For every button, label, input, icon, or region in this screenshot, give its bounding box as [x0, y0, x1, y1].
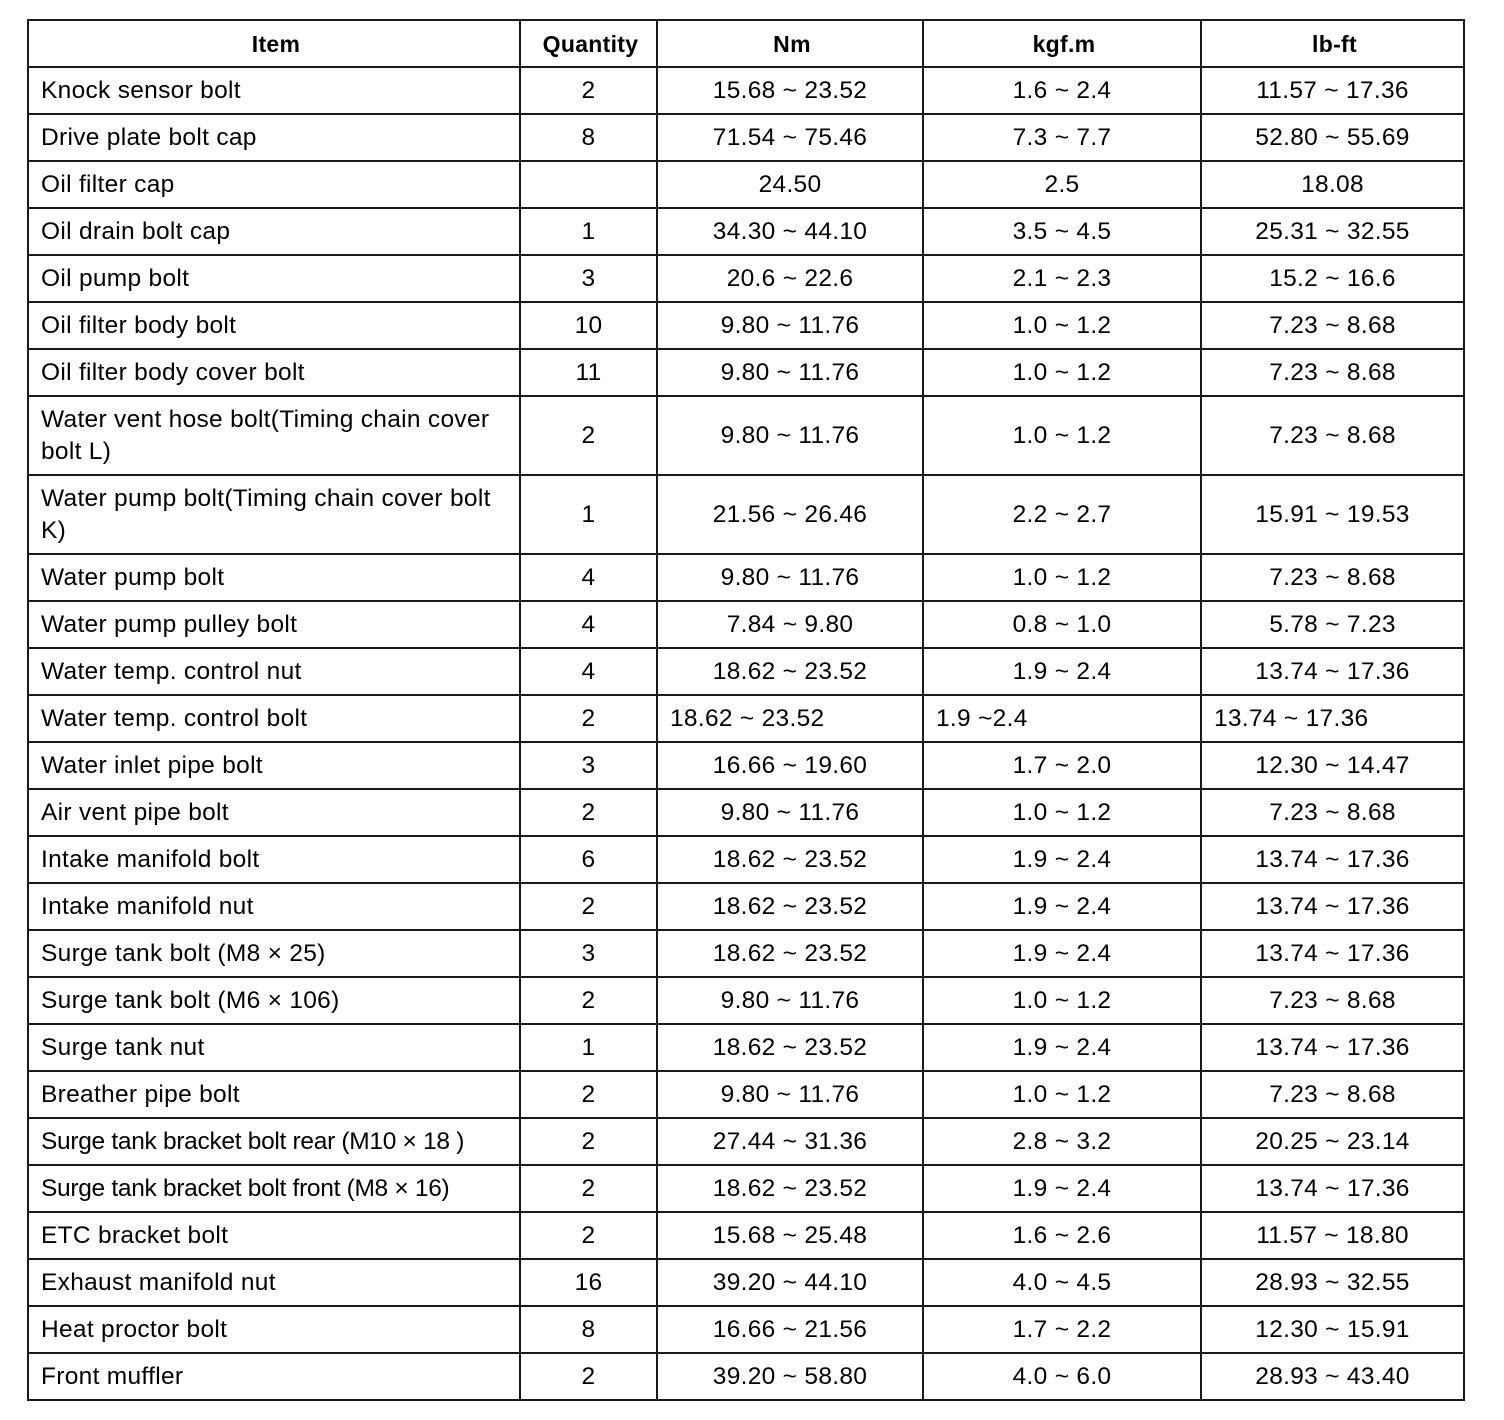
cell-item: Breather pipe bolt [28, 1071, 520, 1118]
table-row [28, 930, 1464, 977]
cell-item: Intake manifold nut [28, 883, 520, 930]
cell-kgfm: 1.9 ~ 2.4 [923, 1165, 1201, 1212]
cell-nm: 18.62 ~ 23.52 [657, 648, 923, 695]
table-row [28, 648, 1464, 695]
cell-lbft: 7.23 ~ 8.68 [1201, 349, 1464, 396]
cell-kgfm: 1.9 ~ 2.4 [923, 648, 1201, 695]
cell-quantity: 2 [520, 883, 657, 930]
cell-quantity: 1 [520, 1024, 657, 1071]
cell-lbft: 13.74 ~ 17.36 [1201, 836, 1464, 883]
cell-quantity: 2 [520, 1212, 657, 1259]
table-row [28, 1306, 1464, 1353]
cell-lbft: 52.80 ~ 55.69 [1201, 114, 1464, 161]
cell-quantity: 8 [520, 114, 657, 161]
cell-lbft: 15.2 ~ 16.6 [1201, 255, 1464, 302]
cell-item: Oil drain bolt cap [28, 208, 520, 255]
cell-kgfm: 3.5 ~ 4.5 [923, 208, 1201, 255]
cell-lbft: 11.57 ~ 18.80 [1201, 1212, 1464, 1259]
cell-item: Knock sensor bolt [28, 67, 520, 114]
cell-quantity: 2 [520, 1071, 657, 1118]
table-row [28, 695, 1464, 742]
table-row [28, 601, 1464, 648]
cell-nm: 39.20 ~ 58.80 [657, 1353, 923, 1400]
cell-item: Exhaust manifold nut [28, 1259, 520, 1306]
table-row [28, 836, 1464, 883]
cell-quantity: 4 [520, 648, 657, 695]
header-row [28, 20, 1464, 67]
cell-kgfm: 1.9 ~ 2.4 [923, 836, 1201, 883]
cell-kgfm: 1.7 ~ 2.2 [923, 1306, 1201, 1353]
cell-quantity: 2 [520, 977, 657, 1024]
cell-quantity: 1 [520, 208, 657, 255]
table-row [28, 475, 1464, 554]
cell-item: ETC bracket bolt [28, 1212, 520, 1259]
cell-kgfm: 1.0 ~ 1.2 [923, 302, 1201, 349]
cell-lbft: 13.74 ~ 17.36 [1201, 648, 1464, 695]
cell-lbft: 13.74 ~ 17.36 [1201, 1024, 1464, 1071]
header-nm: Nm [657, 20, 923, 67]
cell-lbft: 28.93 ~ 32.55 [1201, 1259, 1464, 1306]
cell-item: Surge tank nut [28, 1024, 520, 1071]
cell-quantity: 2 [520, 67, 657, 114]
table-row [28, 883, 1464, 930]
cell-kgfm: 1.0 ~ 1.2 [923, 349, 1201, 396]
cell-kgfm: 1.9 ~2.4 [923, 695, 1201, 742]
cell-lbft: 15.91 ~ 19.53 [1201, 475, 1464, 554]
cell-nm: 15.68 ~ 23.52 [657, 67, 923, 114]
cell-kgfm: 1.6 ~ 2.6 [923, 1212, 1201, 1259]
cell-quantity: 6 [520, 836, 657, 883]
table-row [28, 1024, 1464, 1071]
table-row [28, 1118, 1464, 1165]
table-row [28, 1165, 1464, 1212]
cell-item: Water temp. control nut [28, 648, 520, 695]
cell-lbft: 11.57 ~ 17.36 [1201, 67, 1464, 114]
cell-item: Water vent hose bolt(Timing chain cover bolt L) [28, 396, 520, 475]
cell-kgfm: 1.0 ~ 1.2 [923, 554, 1201, 601]
cell-quantity: 4 [520, 601, 657, 648]
cell-nm: 9.80 ~ 11.76 [657, 977, 923, 1024]
cell-lbft: 7.23 ~ 8.68 [1201, 302, 1464, 349]
cell-lbft: 13.74 ~ 17.36 [1201, 1165, 1464, 1212]
table-row [28, 208, 1464, 255]
cell-quantity: 1 [520, 475, 657, 554]
cell-nm: 16.66 ~ 21.56 [657, 1306, 923, 1353]
cell-kgfm: 1.7 ~ 2.0 [923, 742, 1201, 789]
cell-item: Surge tank bracket bolt front (M8 × 16) [28, 1165, 520, 1212]
cell-nm: 9.80 ~ 11.76 [657, 554, 923, 601]
cell-kgfm: 1.9 ~ 2.4 [923, 883, 1201, 930]
cell-quantity: 4 [520, 554, 657, 601]
cell-nm: 9.80 ~ 11.76 [657, 789, 923, 836]
cell-item: Oil filter cap [28, 161, 520, 208]
cell-nm: 34.30 ~ 44.10 [657, 208, 923, 255]
table-row [28, 67, 1464, 114]
cell-quantity [520, 161, 657, 208]
cell-item: Surge tank bolt (M6 × 106) [28, 977, 520, 1024]
cell-item: Water pump bolt(Timing chain cover bolt K) [28, 475, 520, 554]
cell-lbft: 7.23 ~ 8.68 [1201, 554, 1464, 601]
cell-kgfm: 4.0 ~ 4.5 [923, 1259, 1201, 1306]
header-kgfm: kgf.m [923, 20, 1201, 67]
cell-item: Intake manifold bolt [28, 836, 520, 883]
cell-item: Heat proctor bolt [28, 1306, 520, 1353]
cell-quantity: 2 [520, 1118, 657, 1165]
cell-kgfm: 2.2 ~ 2.7 [923, 475, 1201, 554]
cell-lbft: 7.23 ~ 8.68 [1201, 977, 1464, 1024]
table-row [28, 114, 1464, 161]
cell-quantity: 2 [520, 396, 657, 475]
table-row [28, 742, 1464, 789]
cell-lbft: 7.23 ~ 8.68 [1201, 396, 1464, 475]
header-quantity: Quantity [520, 20, 657, 67]
cell-kgfm: 0.8 ~ 1.0 [923, 601, 1201, 648]
cell-item: Air vent pipe bolt [28, 789, 520, 836]
cell-lbft: 5.78 ~ 7.23 [1201, 601, 1464, 648]
cell-lbft: 20.25 ~ 23.14 [1201, 1118, 1464, 1165]
cell-kgfm: 1.9 ~ 2.4 [923, 1024, 1201, 1071]
cell-item: Drive plate bolt cap [28, 114, 520, 161]
cell-quantity: 11 [520, 349, 657, 396]
cell-lbft: 13.74 ~ 17.36 [1201, 930, 1464, 977]
cell-nm: 71.54 ~ 75.46 [657, 114, 923, 161]
cell-item: Water temp. control bolt [28, 695, 520, 742]
cell-lbft: 25.31 ~ 32.55 [1201, 208, 1464, 255]
cell-nm: 18.62 ~ 23.52 [657, 1165, 923, 1212]
cell-kgfm: 1.6 ~ 2.4 [923, 67, 1201, 114]
table-row [28, 255, 1464, 302]
cell-quantity: 3 [520, 742, 657, 789]
cell-nm: 18.62 ~ 23.52 [657, 930, 923, 977]
table-row [28, 1259, 1464, 1306]
cell-lbft: 12.30 ~ 14.47 [1201, 742, 1464, 789]
cell-nm: 16.66 ~ 19.60 [657, 742, 923, 789]
cell-kgfm: 2.1 ~ 2.3 [923, 255, 1201, 302]
cell-item: Water pump bolt [28, 554, 520, 601]
table-row [28, 789, 1464, 836]
table-row [28, 554, 1464, 601]
table-row [28, 1071, 1464, 1118]
cell-kgfm: 2.8 ~ 3.2 [923, 1118, 1201, 1165]
table-row [28, 161, 1464, 208]
cell-nm: 24.50 [657, 161, 923, 208]
cell-item: Water pump pulley bolt [28, 601, 520, 648]
cell-kgfm: 1.0 ~ 1.2 [923, 977, 1201, 1024]
cell-quantity: 3 [520, 255, 657, 302]
cell-nm: 15.68 ~ 25.48 [657, 1212, 923, 1259]
cell-nm: 18.62 ~ 23.52 [657, 883, 923, 930]
header-item: Item [28, 20, 520, 67]
cell-nm: 9.80 ~ 11.76 [657, 1071, 923, 1118]
cell-item: Surge tank bolt (M8 × 25) [28, 930, 520, 977]
header-lbft: lb-ft [1201, 20, 1464, 67]
table-header [28, 20, 1464, 67]
cell-lbft: 28.93 ~ 43.40 [1201, 1353, 1464, 1400]
cell-item: Oil filter body bolt [28, 302, 520, 349]
cell-quantity: 2 [520, 695, 657, 742]
cell-nm: 21.56 ~ 26.46 [657, 475, 923, 554]
cell-nm: 39.20 ~ 44.10 [657, 1259, 923, 1306]
cell-item: Oil filter body cover bolt [28, 349, 520, 396]
cell-kgfm: 7.3 ~ 7.7 [923, 114, 1201, 161]
cell-kgfm: 4.0 ~ 6.0 [923, 1353, 1201, 1400]
table-row [28, 349, 1464, 396]
table-row [28, 977, 1464, 1024]
cell-kgfm: 1.0 ~ 1.2 [923, 396, 1201, 475]
cell-lbft: 18.08 [1201, 161, 1464, 208]
cell-quantity: 10 [520, 302, 657, 349]
cell-item: Water inlet pipe bolt [28, 742, 520, 789]
cell-nm: 18.62 ~ 23.52 [657, 836, 923, 883]
cell-nm: 7.84 ~ 9.80 [657, 601, 923, 648]
cell-lbft: 7.23 ~ 8.68 [1201, 1071, 1464, 1118]
cell-kgfm: 1.0 ~ 1.2 [923, 1071, 1201, 1118]
cell-lbft: 13.74 ~ 17.36 [1201, 883, 1464, 930]
table-row [28, 1212, 1464, 1259]
cell-nm: 18.62 ~ 23.52 [657, 695, 923, 742]
cell-lbft: 12.30 ~ 15.91 [1201, 1306, 1464, 1353]
cell-item: Front muffler [28, 1353, 520, 1400]
cell-quantity: 8 [520, 1306, 657, 1353]
cell-nm: 9.80 ~ 11.76 [657, 349, 923, 396]
cell-kgfm: 2.5 [923, 161, 1201, 208]
cell-item: Surge tank bracket bolt rear (M10 × 18 ) [28, 1118, 520, 1165]
table-body [28, 67, 1464, 1400]
cell-quantity: 2 [520, 1165, 657, 1212]
cell-kgfm: 1.9 ~ 2.4 [923, 930, 1201, 977]
cell-quantity: 2 [520, 789, 657, 836]
cell-nm: 20.6 ~ 22.6 [657, 255, 923, 302]
cell-kgfm: 1.0 ~ 1.2 [923, 789, 1201, 836]
cell-nm: 18.62 ~ 23.52 [657, 1024, 923, 1071]
cell-item: Oil pump bolt [28, 255, 520, 302]
cell-nm: 9.80 ~ 11.76 [657, 302, 923, 349]
cell-quantity: 2 [520, 1353, 657, 1400]
cell-quantity: 3 [520, 930, 657, 977]
table-row [28, 1353, 1464, 1400]
cell-nm: 27.44 ~ 31.36 [657, 1118, 923, 1165]
cell-lbft: 7.23 ~ 8.68 [1201, 789, 1464, 836]
torque-spec-table [27, 19, 1465, 1401]
cell-lbft: 13.74 ~ 17.36 [1201, 695, 1464, 742]
cell-nm: 9.80 ~ 11.76 [657, 396, 923, 475]
table-row [28, 302, 1464, 349]
cell-quantity: 16 [520, 1259, 657, 1306]
table-row [28, 396, 1464, 475]
